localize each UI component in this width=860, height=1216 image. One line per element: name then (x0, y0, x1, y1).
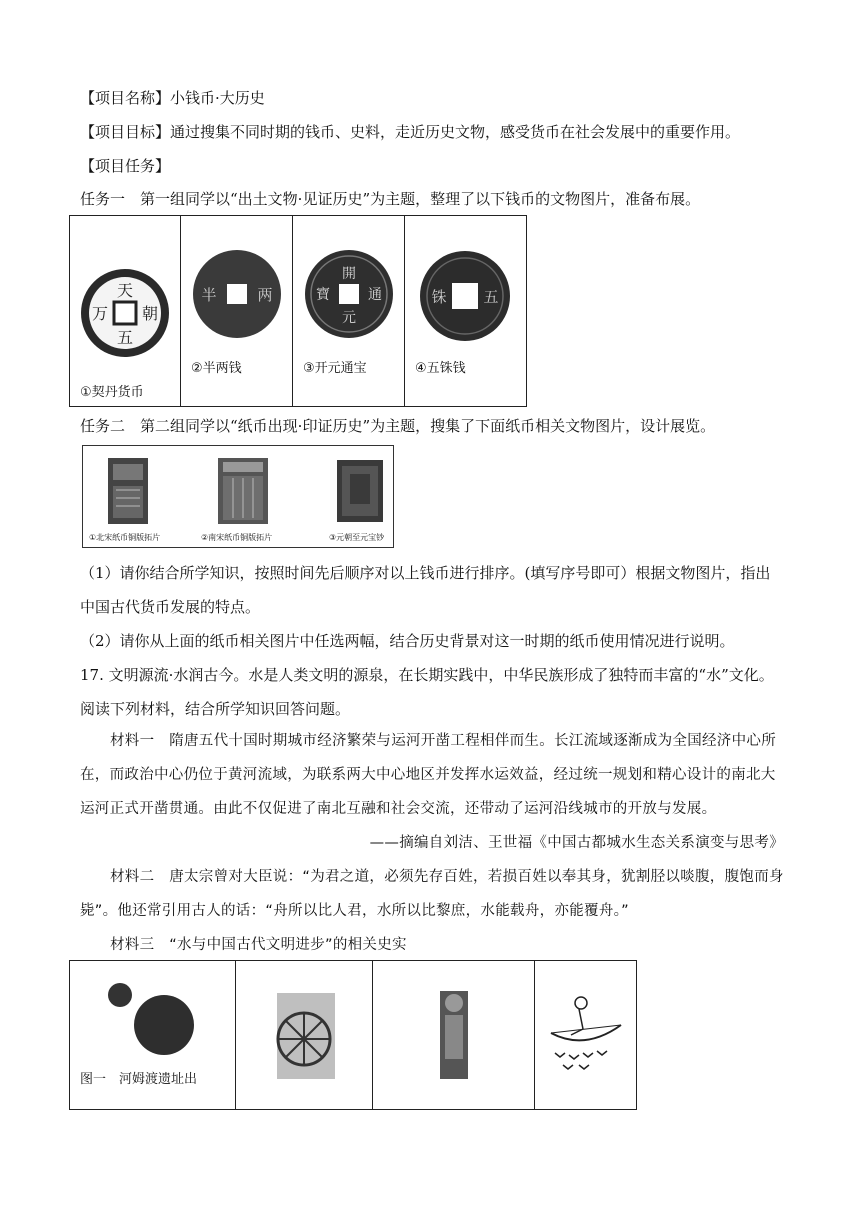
project-goal-line (80, 122, 740, 142)
coin-glyph: 寶 (316, 287, 330, 303)
coin-glyph: 半 (201, 286, 217, 304)
material-2: 材料二 唐太宗曾对大臣说：“为君之道，必须先存百姓，若损百姓以奉其身，犹割胫以啖腹，腹饱而身毙”。他还常引用古人的话：“舟所以比人君，水所以比黎庶，水能载舟，亦能覆舟。” (80, 869, 784, 919)
coin-glyph: 五 (116, 328, 134, 347)
coin-cell-3 (293, 216, 405, 407)
material-1-source: ——摘编自刘洁、王世福《中国古都城水生态关系演变与思考》 (369, 835, 784, 851)
coin-glyph: 两 (257, 286, 273, 304)
coin-glyph: 通 (368, 287, 382, 303)
kaiyuan-coin-image (293, 216, 404, 346)
coin-caption: ③开元通宝 (303, 361, 367, 376)
coin-cell-4 (405, 216, 527, 407)
coin-glyph: 朝 (141, 304, 159, 323)
banknote-caption: ①北宋纸币铜版拓片 (89, 533, 161, 542)
hemudu-artifact-image (70, 961, 235, 1071)
coin-caption: ④五铢钱 (415, 361, 466, 376)
banknote-caption: ②南宋纸币铜版拓片 (201, 533, 273, 542)
banknote-panel (82, 445, 394, 548)
coin-glyph: 天 (116, 281, 134, 300)
banknote-images (83, 446, 392, 546)
figure-cell-4 (535, 961, 637, 1110)
coin-table (69, 215, 527, 407)
project-goal: 通过搜集不同时期的钱币、史料，走近历史文物，感受货币在社会发展中的重要作用。 (170, 123, 741, 141)
project-goal-label: 【项目目标】 (80, 123, 171, 141)
figure-1-caption: 图一 河姆渡遗址出 (80, 1072, 198, 1087)
banliang-coin-image (181, 216, 292, 346)
project-tasks-label: 【项目任务】 (80, 157, 171, 175)
figure-cell-2 (236, 961, 373, 1110)
boat-rower-image (535, 961, 636, 1109)
material-1: 材料一 隋唐五代十国时期城市经济繁荣与运河开凿工程相伴而生。长江流域逐渐成为全国经济中心所在，而政治中心仍位于黄河流域，为联系两大中心地区并发挥水运效益，经过统一规划和精心设计的南北大运河正式开凿贯通。由此不仅促进了南北互融和社会交流，还带动了运河沿线城市的开放与发展。 (80, 733, 776, 817)
project-name-line (80, 88, 265, 108)
coin-cell-2 (181, 216, 293, 407)
project-name-label: 【项目名称】 (80, 89, 171, 107)
khitan-coin-image (70, 216, 180, 366)
wuzhu-coin-image (405, 216, 526, 346)
figure-cell-3 (373, 961, 535, 1110)
coin-glyph: 開 (342, 266, 356, 282)
question-1-line-1: （1）请你结合所学知识，按照时间先后顺序对以上钱币进行排序。(填写序号即可）根据文物图片，指出 (80, 564, 771, 582)
figurine-image (373, 961, 534, 1109)
figure-cell-1 (70, 961, 236, 1110)
material-3-figure-table (69, 960, 637, 1110)
waterwheel-image (236, 961, 372, 1109)
task1-intro: 任务一 第一组同学以“出土文物·见证历史”为主题，整理了以下钱币的文物图片，准备布展。 (80, 190, 701, 208)
coin-glyph: 元 (342, 310, 356, 326)
task2-intro: 任务二 第二组同学以“纸币出现·印证历史”为主题，搜集了下面纸币相关文物图片，设计展览。 (80, 417, 716, 435)
coin-caption: ②半两钱 (191, 361, 242, 376)
question-2: （2）请你从上面的纸币相关图片中任选两幅，结合历史背景对这一时期的纸币使用情况进行说明。 (80, 632, 735, 650)
coin-glyph: 五 (483, 288, 499, 306)
coin-glyph: 万 (91, 304, 109, 323)
banknote-caption: ③元朝至元宝钞 (329, 533, 385, 542)
q17-intro-line-1: 17. 文明源流·水润古今。水是人类文明的源泉，在长期实践中，中华民族形成了独特而丰富的“水”文化。 (80, 666, 774, 684)
material-3-title: 材料三 “水与中国古代文明进步”的相关史实 (110, 937, 407, 953)
coin-caption: ①契丹货币 (80, 385, 144, 400)
question-1-line-2: 中国古代货币发展的特点。 (80, 598, 261, 616)
coin-cell-1 (70, 216, 181, 407)
project-name: 小钱币·大历史 (170, 89, 265, 107)
q17-intro-line-2: 阅读下列材料，结合所学知识回答问题。 (80, 700, 351, 718)
coin-glyph: 铢 (431, 288, 447, 306)
